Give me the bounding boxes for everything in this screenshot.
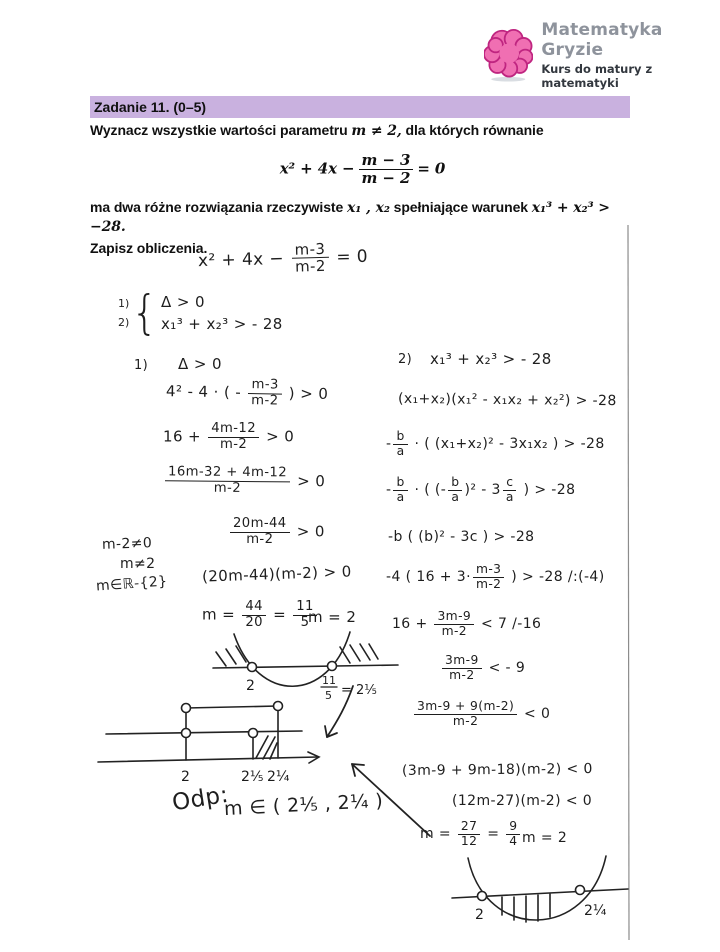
hw-system-line2: x₁³ + x₂³ > - 28 — [161, 314, 283, 333]
scan-border-line — [628, 225, 629, 940]
intro-math: m ≠ 2, — [351, 123, 402, 139]
sign-parabola-left — [213, 632, 398, 687]
hw-right-10: (3m-9 + 9m-18)(m-2) < 0 — [401, 761, 593, 779]
task-number: Zadanie 11. (0–5) — [94, 99, 207, 115]
hw-left-3: 16 + $\frac{4m-12}{m-2}$ > 0 — [163, 421, 295, 452]
d2-label-2-1-4: 2¼ — [267, 769, 290, 785]
hw-left-5: $\frac{20m-44}{m-2}$ > 0 — [228, 517, 325, 547]
system-brace: { — [131, 285, 159, 340]
hw-left-1: Δ > 0 — [178, 355, 222, 373]
hw-right-11: (12m-27)(m-2) < 0 — [452, 793, 593, 809]
hw-right-1: x₁³ + x₂³ > - 28 — [430, 350, 552, 368]
d1-frac-den: 5 — [325, 689, 332, 702]
hw-left-7: m = $\frac{44}{20}$ = $\frac{11}{5}$ — [202, 600, 319, 630]
d3-label-2-1-4: 2¼ — [584, 903, 607, 919]
hw-right-9: $\frac{3m-9 + 9(m-2)}{m-2}$ < 0 — [412, 700, 550, 728]
d1-root2-label: = 2⅕ — [341, 683, 377, 698]
hw-right-8: $\frac{3m-9}{m-2}$ < - 9 — [440, 654, 525, 682]
hw-left-7b: m = 2 — [308, 608, 357, 626]
brand-title: Matematyka Gryzie — [541, 20, 663, 60]
hw-right-12b: m = 2 — [522, 830, 568, 846]
hw-left-6: (20m-44)(m-2) > 0 — [201, 562, 352, 586]
problem-outro: Zapisz obliczenia. — [90, 240, 208, 257]
problem-equation: x² + 4x − $\frac{m - 3}{m - 2}$ = 0 — [279, 151, 446, 188]
hw-right-4: - $\frac{b}{a}$ · ( (- $\frac{b}{a}$ )² - 3 $\frac{c}{a}$ ) > -28 — [386, 475, 576, 504]
d2-label-2-1-5: 2⅕ — [241, 769, 264, 785]
printed-fraction: $\frac{m - 3}{m - 2}$ — [359, 152, 414, 188]
problem-intro: Wyznacz wszystkie wartości parametru m ≠ 2, dla których równanie — [90, 122, 544, 139]
brand-subtitle: Kurs do matury z matematyki — [541, 62, 653, 90]
hw-answer-value: m ∈ ( 2⅕ , 2¼ ) — [223, 789, 384, 821]
hw-system-numbers: 1) 2) — [118, 296, 130, 329]
d1-frac-num: 11 — [322, 674, 336, 687]
hw-left-label: 1) — [134, 358, 149, 373]
condition-math-inequality: x₁³ + x₂³ > −28. — [90, 199, 610, 235]
interval-diagram — [98, 702, 319, 764]
hw-note-1: m-2≠0 — [101, 535, 153, 553]
d2-label-2: 2 — [181, 769, 190, 785]
hw-right-5: -b ( (b)² - 3c ) > -28 — [388, 529, 535, 545]
hw-left-2: 4² - 4 · ( - $\frac{m-3}{m-2}$ ) > 0 — [165, 377, 329, 409]
d3-label-2: 2 — [475, 907, 484, 923]
hw-left-4: $\frac{16m-32 + 4m-12}{m-2}$ > 0 — [163, 465, 325, 496]
problem-condition: ma dwa różne rozwiązania rzeczywiste x₁ , x₂ spełniające warunek x₁³ + x₂³ > −28. — [90, 198, 610, 235]
annotation-arrows — [325, 686, 430, 836]
hw-right-12: m = $\frac{27}{12}$ = $\frac{9}{4}$ — [420, 820, 522, 848]
hw-system-line1: Δ > 0 — [161, 292, 205, 311]
hw-right-6: -4 ( 16 + 3· $\frac{m-3}{m-2}$ ) > -28 /:(-4) — [386, 562, 605, 591]
d1-root1-label: 2 — [246, 678, 255, 694]
hw-right-2: (x₁+x₂)(x₁² - x₁x₂ + x₂²) > -28 — [397, 390, 617, 410]
hw-note-2: m≠2 — [120, 556, 156, 572]
hw-answer-label: Odp: — [170, 781, 231, 817]
condition-math-roots: x₁ , x₂ — [346, 199, 390, 216]
hw-equation-top: x² + 4x − $\frac{m-3}{m-2}$ = 0 — [197, 239, 369, 277]
hw-right-3: - $\frac{b}{a}$ · ( (x₁+x₂)² - 3x₁x₂ ) > -28 — [386, 429, 605, 458]
hw-right-label: 2) — [398, 352, 413, 367]
hw-right-7: 16 + $\frac{3m-9}{m-2}$ < 7 /-16 — [392, 609, 542, 638]
hw-note-3: m∈ℝ-{2} — [95, 573, 168, 595]
